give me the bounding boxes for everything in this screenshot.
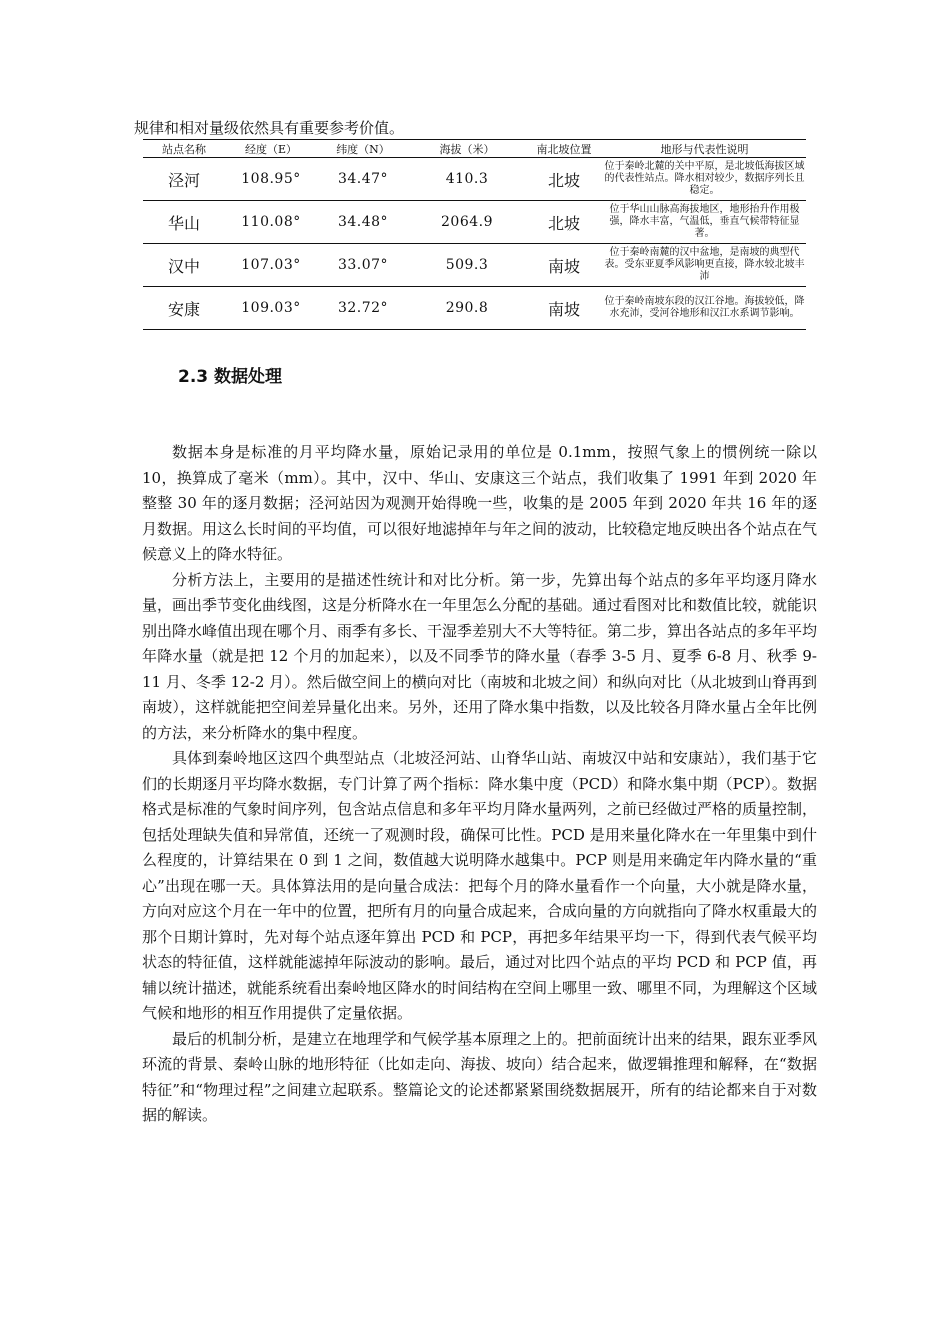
altitude: 410.3 xyxy=(409,158,525,201)
table-row xyxy=(143,287,806,330)
latitude: 33.07° xyxy=(317,244,409,287)
table-row xyxy=(143,244,806,287)
station-name: 安康 xyxy=(143,287,225,330)
header-altitude: 海拔（米） xyxy=(409,140,525,158)
intro-line: 规律和相对量级依然具有重要参考价值。 xyxy=(134,119,405,137)
slope-position: 南坡 xyxy=(525,287,603,330)
slope-position: 北坡 xyxy=(525,201,603,244)
station-description: 位于秦岭北麓的关中平原，是北坡低海拔区域的代表性站点。降水相对较少，数据序列长且稳定。 xyxy=(603,158,806,201)
paragraph: 最后的机制分析，是建立在地理学和气候学基本原理之上的。把前面统计出来的结果，跟东亚季风环流的背景、秦岭山脉的地形特征（比如走向、海拔、坡向）结合起来，做逻辑推理和解释，在“数据特征”和“物理过程”之间建立起联系。整篇论文的论述都紧紧围绕数据展开，所有的结论都来自于对数据的解读。 xyxy=(142,1029,818,1124)
latitude: 34.48° xyxy=(317,201,409,244)
station-table xyxy=(143,139,806,330)
altitude: 509.3 xyxy=(409,244,525,287)
table-row xyxy=(143,201,806,244)
header-station-name: 站点名称 xyxy=(143,140,225,158)
longitude: 110.08° xyxy=(225,201,317,244)
header-longitude: 经度（E） xyxy=(225,140,317,158)
header-description: 地形与代表性说明 xyxy=(603,140,806,158)
table-header-row xyxy=(143,140,806,158)
table-row xyxy=(143,158,806,201)
latitude: 34.47° xyxy=(317,158,409,201)
paragraph: 分析方法上，主要用的是描述性统计和对比分析。第一步，先算出每个站点的多年平均逐月降水量，画出季节变化曲线图，这是分析降水在一年里怎么分配的基础。通过看图对比和数值比较，就能识别出降水峰值出现在哪个月、雨季有多长、干湿季差别大不大等特征。第二步，算出各站点的多年平均年降水量（就是把 12 个月的加起来），以及不同季节的降水量（春季 3-5 月、夏季 6-8 月、秋季 9-11 月、冬季 12-2 月）。然后做空间上的横向对比（南坡和北坡之间）和纵向对比（从北坡到山脊再到南坡），这样就能把空间差异量化出来。另外，还用了降水集中指数，以及比较各月降水量占全年比例的方法，来分析降水的集中程度。 xyxy=(142,570,818,742)
paragraph: 具体到秦岭地区这四个典型站点（北坡泾河站、山脊华山站、南坡汉中站和安康站），我们基于它们的长期逐月平均降水数据，专门计算了两个指标：降水集中度（PCD）和降水集中期（PCP）。数据格式是标准的气象时间序列，包含站点信息和多年平均月降水量两列，之前已经做过严格的质量控制，包括处理缺失值和异常值，还统一了观测时段，确保可比性。PCD 是用来量化降水在一年里集中到什么程度的，计算结果在 0 到 1 之间，数值越大说明降水越集中。PCP 则是用来确定年内降水量的“重心”出现在哪一天。具体算法用的是向量合成法：把每个月的降水量看作一个向量，大小就是降水量，方向对应这个月在一年中的位置，把所有月的向量合成起来，合成向量的方向就指向了降水权重最大的那个日期计算时，先对每个站点逐年算出 PCD 和 PCP，再把多年结果平均一下，得到代表气候平均状态的特征值，这样就能滤掉年际波动的影响。最后，通过对比四个站点的平均 PCD 和 PCP 值，再辅以统计描述，就能系统看出秦岭地区降水的时间结构在空间上哪里一致、哪里不同，为理解这个区域气候和地形的相互作用提供了定量依据。 xyxy=(142,749,818,1022)
station-description: 位于华山山脉高海拔地区，地形抬升作用极强，降水丰富，气温低，垂直气候带特征显著。 xyxy=(603,201,806,244)
section-heading: 2.3 数据处理 xyxy=(178,367,283,387)
slope-position: 南坡 xyxy=(525,244,603,287)
latitude: 32.72° xyxy=(317,287,409,330)
slope-position: 北坡 xyxy=(525,158,603,201)
station-name: 华山 xyxy=(143,201,225,244)
station-name: 汉中 xyxy=(143,244,225,287)
paragraph: 数据本身是标准的月平均降水量，原始记录用的单位是 0.1mm，按照气象上的惯例统一除以 10，换算成了毫米（mm）。其中，汉中、华山、安康这三个站点，我们收集了 1991 年到 2020 年整整 30 年的逐月数据；泾河站因为观测开始得晚一些，收集的是 2005 年到 2020 年共 16 年的逐月数据。用这么长时间的平均值，可以很好地滤掉年与年之间的波动，比较稳定地反映出各个站点在气候意义上的降水特征。 xyxy=(142,443,818,563)
station-name: 泾河 xyxy=(143,158,225,201)
longitude: 108.95° xyxy=(225,158,317,201)
header-slope: 南北坡位置 xyxy=(525,140,603,158)
longitude: 107.03° xyxy=(225,244,317,287)
section-body xyxy=(142,440,817,1129)
altitude: 290.8 xyxy=(409,287,525,330)
station-description: 位于秦岭南麓的汉中盆地，是南坡的典型代表。受东亚夏季风影响更直接，降水较北坡丰沛 xyxy=(603,244,806,287)
longitude: 109.03° xyxy=(225,287,317,330)
station-description: 位于秦岭南坡东段的汉江谷地。海拔较低，降水充沛，受河谷地形和汉江水系调节影响。 xyxy=(603,287,806,330)
header-latitude: 纬度（N） xyxy=(317,140,409,158)
altitude: 2064.9 xyxy=(409,201,525,244)
